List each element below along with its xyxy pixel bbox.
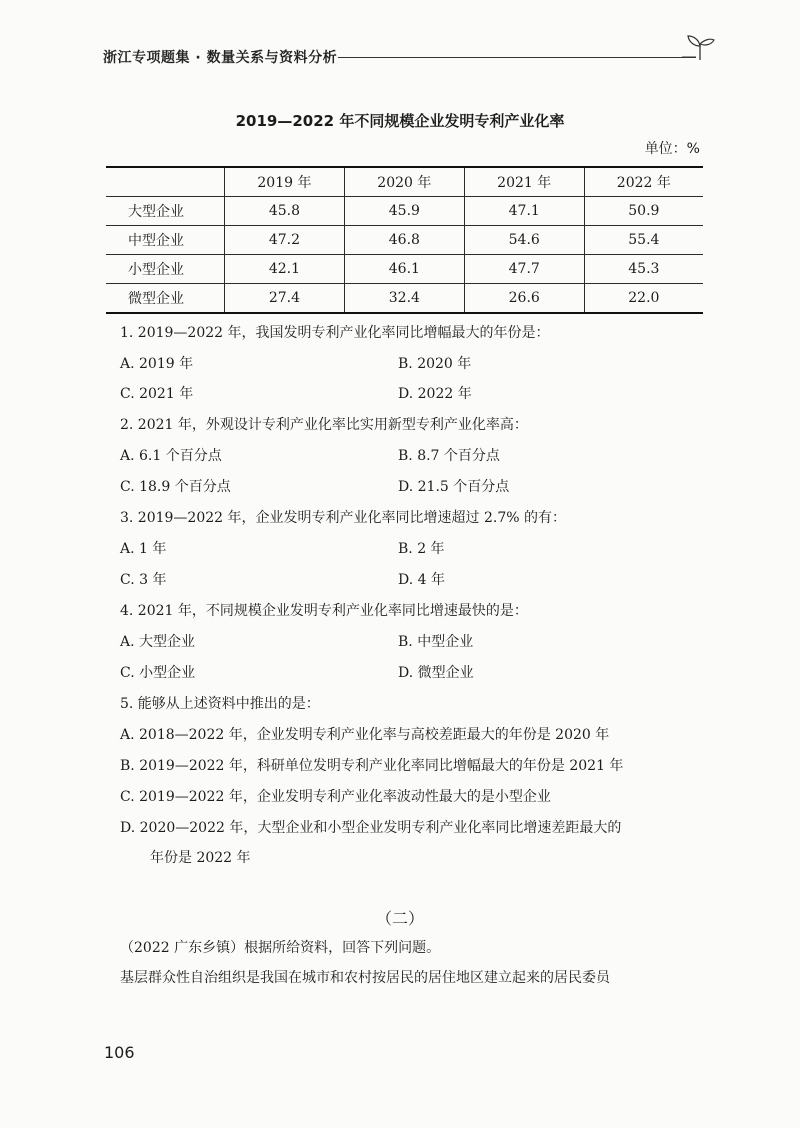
question-2-option-a: A. 6.1 个百分点 xyxy=(120,448,222,464)
table-cell: 47.1 xyxy=(464,197,584,226)
page-number: 106 xyxy=(104,1043,135,1062)
question-2-option-c: C. 18.9 个百分点 xyxy=(120,479,231,495)
row-label: 微型企业 xyxy=(106,284,225,314)
question-4-option-d: D. 微型企业 xyxy=(398,665,474,681)
section-paragraph: 基层群众性自治组织是我国在城市和农村按居民的居住地区建立起来的居民委员 xyxy=(120,970,610,986)
table-row xyxy=(106,226,703,255)
table-header-row xyxy=(106,167,703,197)
sprout-icon xyxy=(680,32,720,62)
question-3-option-c: C. 3 年 xyxy=(120,572,167,588)
question-5-option-c: C. 2019—2022 年，企业发明专利产业化率波动性最大的是小型企业 xyxy=(120,789,551,805)
row-label: 中型企业 xyxy=(106,226,225,255)
header-cell: 2022 年 xyxy=(584,167,703,197)
header-cell: 2020 年 xyxy=(344,167,464,197)
table-cell: 55.4 xyxy=(584,226,703,255)
question-5-option-d-cont: 年份是 2022 年 xyxy=(150,850,251,866)
header-cell xyxy=(106,167,225,197)
table-cell: 32.4 xyxy=(344,284,464,314)
table-cell: 50.9 xyxy=(584,197,703,226)
question-2-stem: 2. 2021 年，外观设计专利产业化率比实用新型专利产业化率高： xyxy=(120,417,528,433)
table-row xyxy=(106,197,703,226)
question-4-stem: 4. 2021 年，不同规模企业发明专利产业化率同比增速最快的是： xyxy=(120,603,528,619)
question-4-option-a: A. 大型企业 xyxy=(120,634,196,650)
question-3-option-d: D. 4 年 xyxy=(398,572,445,588)
table-cell: 45.8 xyxy=(225,197,345,226)
table-unit: 单位：% xyxy=(644,141,700,157)
table-row xyxy=(106,255,703,284)
question-1-option-b: B. 2020 年 xyxy=(398,356,472,372)
header-cell: 2019 年 xyxy=(225,167,345,197)
question-4-option-c: C. 小型企业 xyxy=(120,665,196,681)
table-cell: 47.7 xyxy=(464,255,584,284)
table-cell: 26.6 xyxy=(464,284,584,314)
question-1-stem: 1. 2019—2022 年，我国发明专利产业化率同比增幅最大的年份是： xyxy=(120,325,550,341)
question-5-stem: 5. 能够从上述资料中推出的是： xyxy=(120,696,320,712)
table-row xyxy=(106,284,703,314)
table-title: 2019—2022 年不同规模企业发明专利产业化率 xyxy=(235,112,565,130)
question-1-option-a: A. 2019 年 xyxy=(120,356,194,372)
table-cell: 42.1 xyxy=(225,255,345,284)
question-2-option-b: B. 8.7 个百分点 xyxy=(398,448,500,464)
question-3-option-b: B. 2 年 xyxy=(398,541,445,557)
question-5-option-d: D. 2020—2022 年，大型企业和小型企业发明专利产业化率同比增速差距最大的 xyxy=(120,820,622,836)
table-cell: 27.4 xyxy=(225,284,345,314)
data-table xyxy=(106,166,703,314)
table-cell: 46.8 xyxy=(344,226,464,255)
question-5-option-b: B. 2019—2022 年，科研单位发明专利产业化率同比增幅最大的年份是 2021 年 xyxy=(120,758,624,774)
table-cell: 46.1 xyxy=(344,255,464,284)
question-1-option-c: C. 2021 年 xyxy=(120,386,194,402)
question-4-option-b: B. 中型企业 xyxy=(398,634,474,650)
header-rule xyxy=(338,57,696,58)
row-label: 大型企业 xyxy=(106,197,225,226)
section-source: （2022 广东乡镇）根据所给资料，回答下列问题。 xyxy=(120,940,441,956)
running-header: 浙江专项题集 · 数量关系与资料分析 xyxy=(103,50,338,66)
table-cell: 54.6 xyxy=(464,226,584,255)
table-cell: 45.9 xyxy=(344,197,464,226)
question-3-stem: 3. 2019—2022 年，企业发明专利产业化率同比增速超过 2.7% 的有： xyxy=(120,510,566,526)
section-title: （二） xyxy=(375,909,424,928)
header-cell: 2021 年 xyxy=(464,167,584,197)
row-label: 小型企业 xyxy=(106,255,225,284)
table-cell: 22.0 xyxy=(584,284,703,314)
table-cell: 47.2 xyxy=(225,226,345,255)
question-5-option-a: A. 2018—2022 年，企业发明专利产业化率与高校差距最大的年份是 2020 年 xyxy=(120,727,610,743)
question-1-option-d: D. 2022 年 xyxy=(398,386,472,402)
question-3-option-a: A. 1 年 xyxy=(120,541,167,557)
question-2-option-d: D. 21.5 个百分点 xyxy=(398,479,510,495)
table-cell: 45.3 xyxy=(584,255,703,284)
